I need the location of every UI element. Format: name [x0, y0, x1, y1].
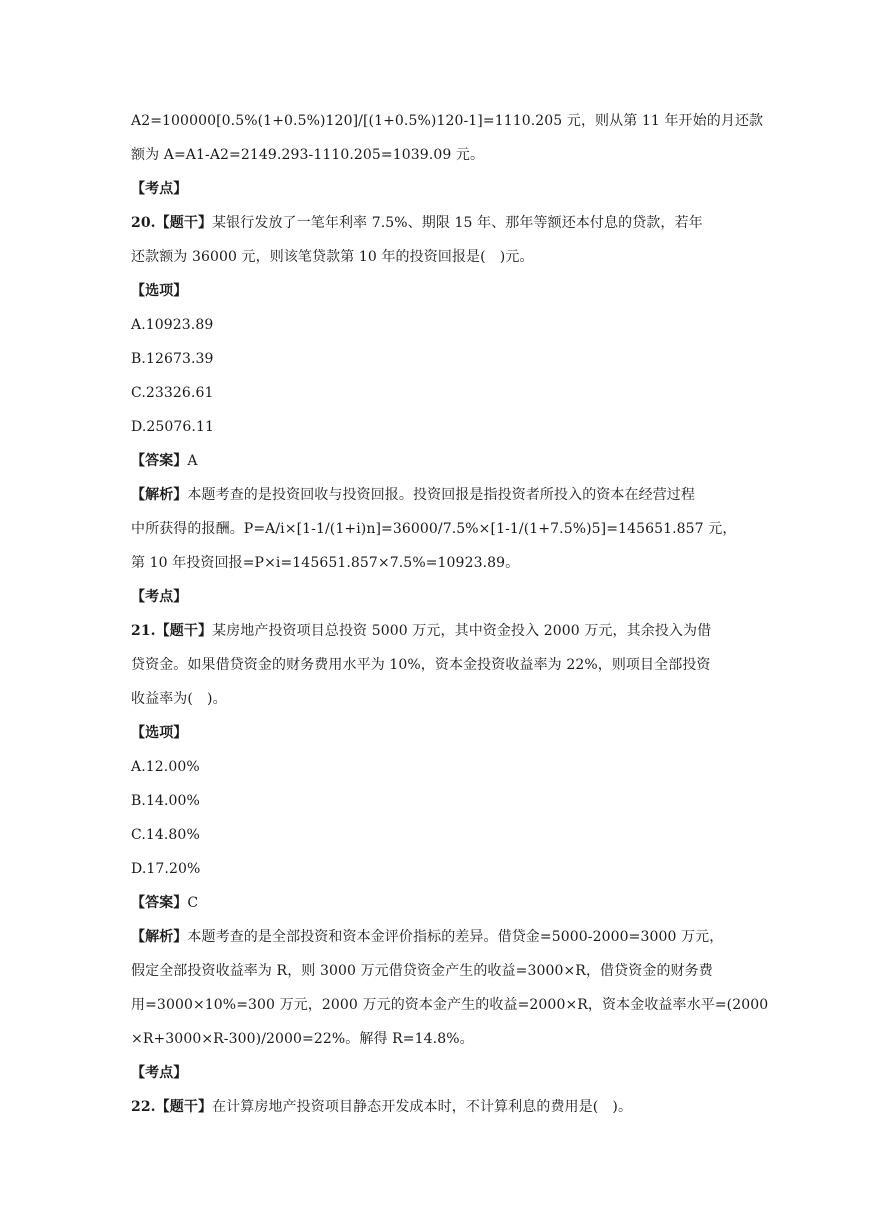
- q20-kaodian-label: 【考点】: [131, 589, 188, 605]
- q21-option-d: D.17.20%: [131, 861, 201, 877]
- q20-stem-label: 20.【题干】: [131, 215, 213, 231]
- q20-analysis-text: 本题考查的是投资回收与投资回报。投资回报是指投资者所投入的资本在经营过程: [187, 487, 696, 503]
- q21-answer-value: C: [187, 895, 199, 911]
- q21-stem-label: 21.【题干】: [131, 623, 213, 639]
- q20-options-label: 【选项】: [131, 283, 188, 299]
- q20-option-c: C.23326.61: [131, 385, 214, 401]
- q21-option-c: C.14.80%: [131, 827, 200, 843]
- q20-stem-text: 某银行发放了一笔年利率 7.5%、期限 15 年、那年等额还本付息的贷款，若年: [212, 215, 703, 231]
- q20-analysis-line: [131, 482, 741, 508]
- document-page: [131, 108, 769, 1120]
- q21-analysis-line: [131, 924, 741, 950]
- q20-stem-line: 还款额为 36000 元，则该笔贷款第 10 年的投资回报是( )元。: [131, 249, 534, 265]
- q20-analysis-line: 第 10 年投资回报=P×i=145651.857×7.5%=10923.89。: [131, 555, 520, 571]
- q21-stem-line: 收益率为( )。: [131, 691, 227, 707]
- q20-option-a: A.10923.89: [131, 317, 214, 333]
- q19-kaodian-label: 【考点】: [131, 181, 188, 197]
- q20-option-b: B.12673.39: [131, 351, 214, 367]
- q21-option-a: A.12.00%: [131, 759, 200, 775]
- q20-stem-line: [131, 210, 741, 236]
- q21-analysis-label: 【解析】: [131, 929, 188, 945]
- q21-analysis-line: 假定全部投资收益率为 R，则 3000 万元借贷资金产生的收益=3000×R，借贷资金的财务费: [131, 963, 713, 979]
- q20-answer-value: A: [187, 453, 198, 469]
- q22-stem-line: [131, 1094, 741, 1120]
- q22-stem-text: 在计算房地产投资项目静态开发成本时，不计算利息的费用是( )。: [212, 1099, 633, 1115]
- q20-analysis-line: 中所获得的报酬。P=A/i×[1-1/(1+i)n]=36000/7.5%×[1-1/(1+7.5%)5]=145651.857 元，: [131, 521, 737, 537]
- q21-analysis-line: ×R+3000×R-300)/2000=22%。解得 R=14.8%。: [131, 1031, 474, 1047]
- q21-answer-line: [131, 890, 741, 916]
- q19-analysis-line: A2=100000[0.5%(1+0.5%)120]/[(1+0.5%)120-1]=1110.205 元，则从第 11 年开始的月还款: [131, 113, 764, 129]
- q20-analysis-label: 【解析】: [131, 487, 188, 503]
- q20-answer-line: [131, 448, 741, 474]
- q21-stem-line: 贷资金。如果借贷资金的财务费用水平为 10%，资本金投资收益率为 22%，则项目全部投资: [131, 657, 711, 673]
- q22-stem-label: 22.【题干】: [131, 1099, 213, 1115]
- q21-analysis-text: 本题考查的是全部投资和资本金评价指标的差异。借贷金=5000-2000=3000 万元，: [187, 929, 724, 945]
- q21-stem-text: 某房地产投资项目总投资 5000 万元，其中资金投入 2000 万元，其余投入为借: [212, 623, 712, 639]
- q21-option-b: B.14.00%: [131, 793, 200, 809]
- q21-stem-line: [131, 618, 741, 644]
- q20-option-d: D.25076.11: [131, 419, 214, 435]
- q21-options-label: 【选项】: [131, 725, 188, 741]
- q19-analysis-line: 额为 A=A1-A2=2149.293-1110.205=1039.09 元。: [131, 147, 485, 163]
- q21-analysis-line: 用=3000×10%=300 万元，2000 万元的资本金产生的收益=2000×R，资本金收益率水平=(2000: [131, 997, 769, 1013]
- q20-answer-label: 【答案】: [131, 453, 188, 469]
- q21-answer-label: 【答案】: [131, 895, 188, 911]
- q21-kaodian-label: 【考点】: [131, 1065, 188, 1081]
